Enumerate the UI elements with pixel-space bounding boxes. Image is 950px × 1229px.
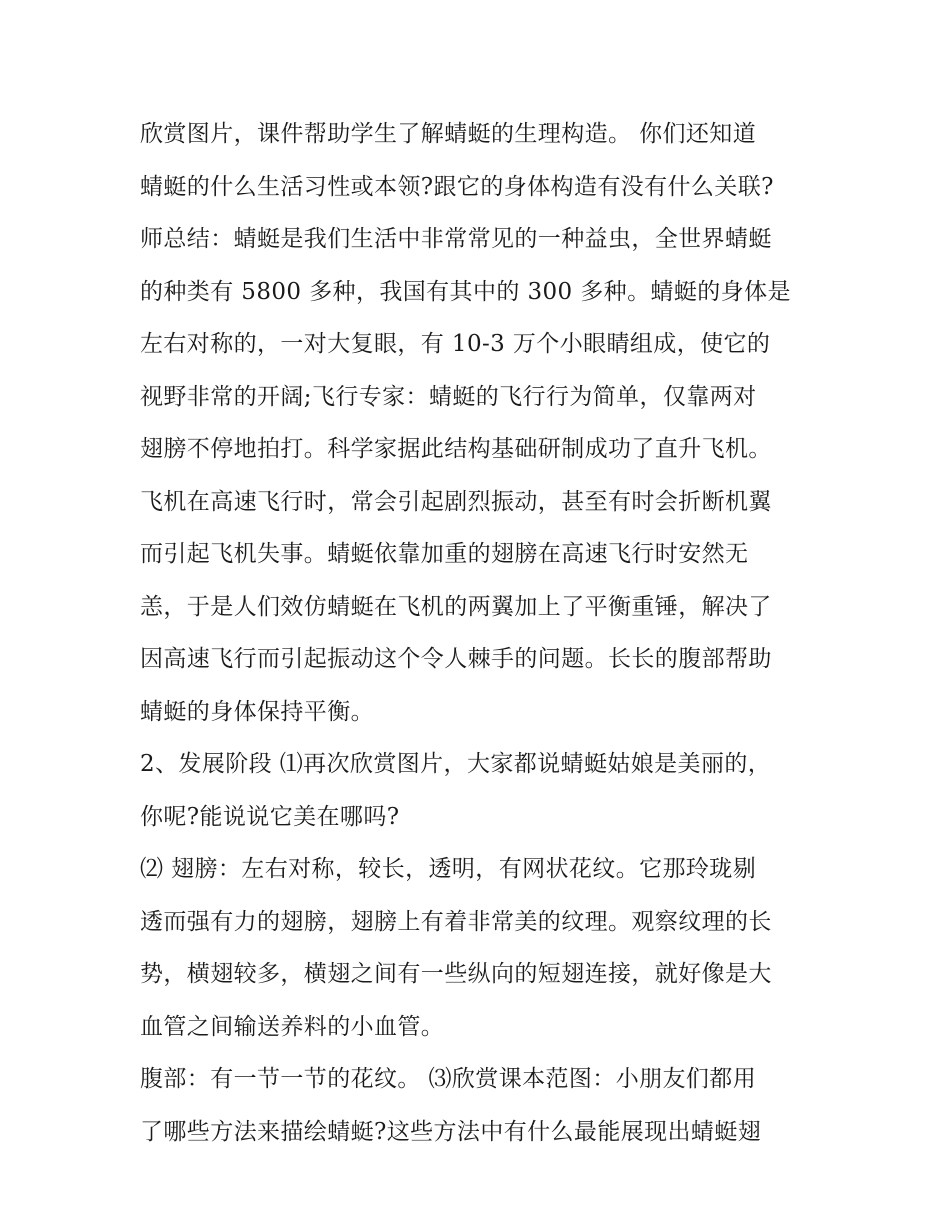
text-line: 腹部：有一节一节的花纹。 ⑶欣赏课本范图：小朋友们都用 — [140, 1066, 757, 1092]
text-line: 的种类有 5800 多种，我国有其中的 300 多种。蜻蜓的身体是 — [140, 278, 791, 305]
text-line: 而引起飞机失事。蜻蜓依靠加重的翅膀在高速飞行时安然无 — [140, 541, 749, 567]
text-line: 透而强有力的翅膀，翅膀上有着非常美的纹理。观察纹理的长 — [140, 908, 772, 935]
text-line: 恙，于是人们效仿蜻蜓在飞机的两翼加上了平衡重锤，解决了 — [140, 593, 772, 620]
document-body — [140, 108, 830, 1158]
text-line: 你呢?能说说它美在哪吗? — [140, 803, 400, 830]
text-line: ⑵ 翅膀：左右对称，较长，透明，有网状花纹。它那玲珑剔 — [140, 856, 757, 882]
text-line: 飞机在高速飞行时，常会引起剧烈振动，甚至有时会折断机翼 — [140, 488, 772, 515]
text-line: 2、发展阶段 ⑴再次欣赏图片，大家都说蜻蜓姑娘是美丽的， — [140, 751, 772, 777]
text-line: 师总结：蜻蜓是我们生活中非常常见的一种益虫，全世界蜻蜓 — [140, 226, 772, 252]
text-line: 蜻蜓的身体保持平衡。 — [140, 698, 374, 725]
text-line: 血管之间输送养料的小血管。 — [140, 1013, 445, 1040]
text-line: 翅膀不停地拍打。科学家据此结构基础研制成功了直升飞机。 — [140, 436, 772, 462]
text-line: 了哪些方法来描绘蜻蜓?这些方法中有什么最能展现出蜻蜓翅 — [140, 1118, 762, 1145]
text-line: 视野非常的开阔;飞行专家：蜻蜓的飞行行为简单，仅靠两对 — [140, 383, 757, 410]
text-line: 蜻蜓的什么生活习性或本领?跟它的身体构造有没有什么关联? — [140, 173, 774, 200]
text-line: 左右对称的，一对大复眼，有 10-3 万个小眼睛组成，使它的 — [140, 331, 771, 357]
text-line: 势，横翅较多，横翅之间有一些纵向的短翅连接，就好像是大 — [140, 961, 772, 987]
text-line: 因高速飞行而引起振动这个令人棘手的问题。长长的腹部帮助 — [140, 646, 772, 672]
text-line: 欣赏图片，课件帮助学生了解蜻蜓的生理构造。 你们还知道 — [140, 121, 757, 147]
